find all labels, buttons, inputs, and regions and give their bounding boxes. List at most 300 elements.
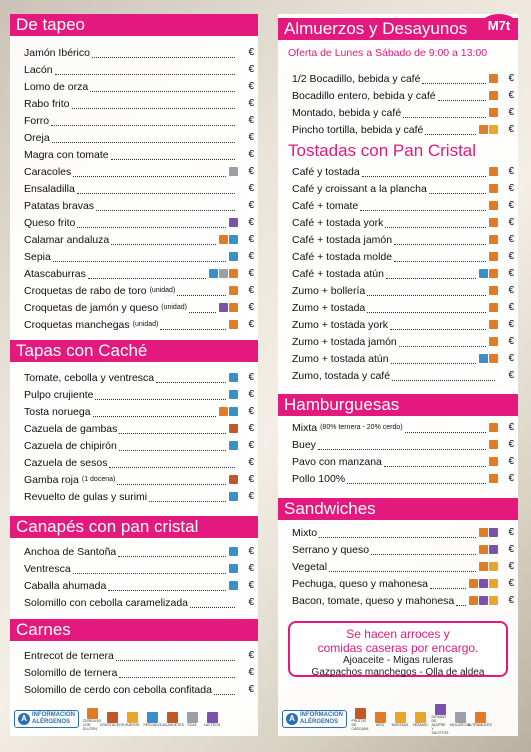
dot-leader [116,660,235,661]
menu-item-row [278,70,518,87]
gluten-allergen-icon [479,125,488,134]
allergen-icons [479,354,498,363]
gluten-allergen-icon [489,235,498,244]
price-currency: € [508,422,514,433]
menu-item-name: Café y tostada [292,165,360,178]
menu-item-note: (unidad) [161,304,187,311]
milk-allergen-icon [229,218,238,227]
dot-leader [371,554,476,555]
menu-item-row [10,454,258,471]
price-currency: € [248,440,254,451]
price-currency: € [248,563,254,574]
price-currency: € [508,200,514,211]
allergen-legend-label: CACAHUETES [160,722,184,727]
menu-item-row [10,420,258,437]
price-currency: € [248,115,254,126]
menu-item-name: Montado, bebida y café [292,106,402,119]
menu-item-row [10,664,258,681]
menu-item-row [10,437,258,454]
promo-line-1: Se hacen arroces y [346,627,450,641]
allergen-icons [209,269,238,278]
menu-item-name: Solomillo con cebolla caramelizada [24,596,189,609]
promo-line-4: Gazpachos manchegos - Olla de aldea [311,667,485,678]
gluten-allergen-icon [489,252,498,261]
allergen-legend-item [185,712,199,727]
fish-allergen-icon [229,373,238,382]
dot-leader [394,244,486,245]
price-currency: € [508,234,514,245]
milk-allergen-icon [219,303,228,312]
dot-leader [90,91,235,92]
egg-allergen-icon [489,596,498,605]
menu-item-row [10,163,258,180]
dot-leader [160,329,226,330]
gluten-allergen-icon [489,303,498,312]
allergen-legend-label: DIÓXIDO DE AZUFRE Y SULFITOS [431,714,449,735]
menu-item-name: Cazuela de chipirón [24,439,117,452]
menu-item-row [278,524,518,541]
menu-item-name: Oreja [24,131,50,144]
menu-item-row [278,419,518,436]
price-currency: € [248,285,254,296]
menu-item-name: Solomillo de ternera [24,666,118,679]
dot-leader [360,210,486,211]
allergen-icons [229,320,238,329]
gluten-allergen-icon [489,91,498,100]
milk-allergen-icon [479,596,488,605]
price-currency: € [508,124,514,135]
fish-allergen-icon [209,269,218,278]
price-currency: € [508,527,514,538]
menu-item-row [278,436,518,453]
menu-item-name: Café y croissant a la plancha [292,182,427,195]
allergen-info-label [300,712,343,726]
dot-leader [108,590,226,591]
price-currency: € [508,473,514,484]
allergen-info-badge [14,710,79,728]
menu-item-row [10,560,258,577]
menu-item-name: Pollo 100% [292,472,346,485]
menu-item-row [10,471,258,488]
menu-item-name: Lomo de orza [24,80,89,93]
list-tapas [10,369,258,505]
allergen-legend-item [160,712,184,727]
allergen-legend-item [82,708,102,731]
gluten-allergen-icon [489,184,498,193]
promo-line-3: Ajoaceite - Migas ruleras [342,655,454,666]
menu-item-name: Zumo + tostada jamón [292,335,397,348]
section-title-almuerzos: Almuerzos y Desayunos [278,18,518,40]
dot-leader [95,399,226,400]
fish-allergen-icon [229,407,238,416]
price-currency: € [248,268,254,279]
price-currency: € [248,457,254,468]
gluten-allergen-icon [219,235,228,244]
price-currency: € [508,336,514,347]
menu-item-row [10,129,258,146]
allergen-legend-right [282,706,514,735]
menu-item-row [10,197,258,214]
allergen-legend-item [99,712,125,727]
gluten-allergen-icon [489,474,498,483]
menu-item-row [10,112,258,129]
price-currency: € [248,372,254,383]
allergen-icons [229,492,238,501]
menu-item-name: Ventresca [24,562,71,575]
price-currency: € [248,81,254,92]
section-title-tostadas: Tostadas con Pan Cristal [288,141,477,160]
gluten-allergen-icon [479,528,488,537]
menu-item-name: Anchoa de Santoña [24,545,117,558]
gluten-allergen-icon [87,708,98,719]
menu-item-name: Bacon, tomate, queso y mahonesa [292,594,455,607]
mollusc-allergen-icon [219,269,228,278]
dot-leader [119,677,235,678]
allergen-icons [229,441,238,450]
dot-leader [329,571,476,572]
allergen-info-label [32,712,75,726]
allergen-icons [489,337,498,346]
allergen-icons [489,303,498,312]
menu-item-name: Cazuela de gambas [24,422,118,435]
price-currency: € [508,302,514,313]
dot-leader [119,450,226,451]
allergen-info-icon: A [18,713,30,725]
dot-leader [429,193,486,194]
gluten-allergen-icon [229,320,238,329]
allergen-icons [479,528,498,537]
allergen-icons [479,269,498,278]
price-currency: € [508,73,514,84]
price-currency: € [248,132,254,143]
menu-item-name: Atascaburras [24,267,86,280]
allergen-legend-item [393,712,407,727]
price-currency: € [508,217,514,228]
dot-leader [384,466,486,467]
menu-item-row [278,163,518,180]
gluten-allergen-icon [489,167,498,176]
allergen-legend-item [205,712,219,727]
menu-item-name: Buey [292,438,316,451]
menu-item-name: Magra con tomate [24,148,109,161]
allergen-icons [489,423,498,432]
price-currency: € [508,544,514,555]
allergen-icons [489,457,498,466]
menu-item-row [278,265,518,282]
allergen-icons [489,218,498,227]
dot-leader [118,556,226,557]
price-currency: € [248,406,254,417]
fish-allergen-icon [479,269,488,278]
price-currency: € [248,597,254,608]
milk-allergen-icon [489,545,498,554]
list-tapeo [10,44,258,333]
section-title-hamburguesas: Hamburguesas [278,394,518,416]
allergen-icons [219,407,238,416]
gluten-allergen-icon [229,303,238,312]
menu-item-name: Tomate, cebolla y ventresca [24,371,155,384]
menu-item-name: Cazuela de sesos [24,456,108,469]
menu-item-row [278,87,518,104]
allergen-legend-item [373,712,387,727]
allergen-legend-label: SÉSAMO [412,722,428,727]
gluten-allergen-icon [489,354,498,363]
menu-item-name: Café + tostada jamón [292,233,393,246]
list-canapes [10,543,258,611]
allergen-icons [489,201,498,210]
dot-leader [73,176,226,177]
price-currency: € [508,456,514,467]
price-currency: € [508,285,514,296]
allergen-legend-label: HUEVOS [124,722,140,727]
allergen-icons [489,235,498,244]
menu-item-row [10,316,258,333]
list-tostadas [278,163,518,384]
dot-leader [214,694,235,695]
menu-item-row [278,104,518,121]
allergen-icons [489,252,498,261]
egg-allergen-icon [489,125,498,134]
allergen-icons [229,167,238,176]
gluten-allergen-icon [489,337,498,346]
price-currency: € [248,319,254,330]
price-currency: € [248,64,254,75]
crust-allergen-icon [229,475,238,484]
crust-allergen-icon [167,712,178,723]
allergen-legend-label: SOJA [187,722,197,727]
price-currency: € [508,439,514,450]
fish-allergen-icon [229,441,238,450]
menu-item-name: Café + tostada york [292,216,384,229]
allergen-legend-label: PESCADO [143,722,161,727]
allergen-icons [489,108,498,117]
egg-allergen-icon [415,712,426,723]
dot-leader [392,380,495,381]
section-title-tapeo: De tapeo [10,14,258,36]
left-column [10,14,258,736]
allergen-icons [489,474,498,483]
list-almuerzos [278,70,518,138]
menu-item-row [278,592,518,609]
price-currency: € [248,474,254,485]
price-currency: € [248,650,254,661]
menu-item-row [278,470,518,487]
price-currency: € [508,353,514,364]
allergen-icons [479,545,498,554]
menu-item-name: Zumo + tostada [292,301,366,314]
dot-leader [403,117,486,118]
menu-item-row [10,214,258,231]
price-currency: € [248,580,254,591]
dot-leader [149,501,226,502]
dot-leader [109,467,235,468]
allergen-icons [229,252,238,261]
price-currency: € [248,166,254,177]
price-currency: € [248,234,254,245]
allergen-icons [229,475,238,484]
allergen-icons [229,390,238,399]
menu-item-name: Vegetal [292,560,328,573]
dot-leader [405,432,486,433]
menu-item-name: Zumo, tostada y café [292,369,391,382]
allergen-icons [489,74,498,83]
menu-item-row [10,231,258,248]
allergen-legend-item [125,712,139,727]
gluten-allergen-icon [229,269,238,278]
fish-allergen-icon [229,252,238,261]
gluten-allergen-icon [489,201,498,210]
dot-leader [189,312,216,313]
allergen-icons [489,184,498,193]
dot-leader [422,83,486,84]
list-carnes [10,647,258,698]
dot-leader [390,329,486,330]
price-currency: € [508,90,514,101]
fish-allergen-icon [229,492,238,501]
gluten-allergen-icon [489,320,498,329]
egg-allergen-icon [489,579,498,588]
menu-item-name: Zumo + tostada york [292,318,389,331]
gluten-allergen-icon [229,286,238,295]
gluten-allergen-icon [489,269,498,278]
promo-box [288,621,508,677]
menu-item-row [10,386,258,403]
menu-item-row [10,594,258,611]
menu-item-row [278,197,518,214]
menu-item-name: Queso frito [24,216,76,229]
menu-item-name: Pincho tortilla, bebida y café [292,123,424,136]
dot-leader [319,537,476,538]
menu-item-row [10,369,258,386]
allergen-legend-label: FRUTOS DE CÁSCARA [351,718,369,731]
dot-leader [77,193,235,194]
egg-allergen-icon [395,712,406,723]
menu-item-name: Tosta noruega [24,405,91,418]
gluten-allergen-icon [475,712,486,723]
allergen-legend-label: ALTRAMUCES [468,722,492,727]
dot-leader [117,484,226,485]
fish-allergen-icon [229,235,238,244]
dot-leader [92,57,235,58]
menu-item-row [278,350,518,367]
dot-leader [399,346,486,347]
allergen-legend-label: APIO [375,722,385,727]
allergen-icons [479,562,498,571]
allergen-legend-item [433,704,447,735]
promo-line-2: comidas caseras por encargo. [317,641,479,655]
menu-item-name: Revuelto de gulas y surimi [24,490,148,503]
right-column [278,14,518,736]
dot-leader [385,227,486,228]
dot-leader [111,244,216,245]
price-currency: € [508,370,514,381]
allergen-info-line: INFORMACIÓN [300,712,343,718]
dot-leader [93,416,216,417]
price-currency: € [508,561,514,572]
dot-leader [73,573,226,574]
price-currency: € [248,149,254,160]
allergen-legend-label: CEREALES CON GLUTEN [82,718,102,731]
menu-item-name: Zumo + tostada atún [292,352,389,365]
offer-text: Oferta de Lunes a Sábado de 9:00 a 13:00 [288,47,488,59]
menu-item-name: Solomillo de cerdo con cebolla confitada [24,683,212,696]
allergen-icons [479,125,498,134]
crust-allergen-icon [107,712,118,723]
mollusc-allergen-icon [455,712,466,723]
allergen-icons [229,424,238,433]
price-currency: € [248,47,254,58]
allergen-info-line: ALÉRGENOS [300,719,339,725]
menu-item-row [10,403,258,420]
menu-item-row [10,95,258,112]
allergen-icons [489,167,498,176]
menu-item-row [278,214,518,231]
section-title-carnes: Carnes [10,619,258,641]
menu-item-row [278,231,518,248]
price-currency: € [248,200,254,211]
section-title-sandwiches: Sandwiches [278,498,518,520]
allergen-icons [219,235,238,244]
milk-allergen-icon [489,528,498,537]
gluten-allergen-icon [489,74,498,83]
allergen-icons [219,303,238,312]
menu-item-row [278,453,518,470]
fish-allergen-icon [229,581,238,590]
price-currency: € [248,546,254,557]
allergen-legend-label: MOSTAZA [391,722,409,727]
menu-item-note: (unidad) [149,287,176,294]
menu-item-name: Pavo con manzana [292,455,382,468]
price-currency: € [248,217,254,228]
crust-allergen-icon [229,424,238,433]
dot-leader [72,108,235,109]
list-hamburguesas [278,419,518,487]
menu-item-name: Mixto [292,526,318,539]
menu-item-row [278,248,518,265]
allergen-legend-item [353,708,367,731]
fish-allergen-icon [229,390,238,399]
menu-item-row [278,299,518,316]
menu-item-name: Calamar andaluza [24,233,110,246]
dot-leader [386,278,476,279]
dot-leader [367,295,486,296]
allergen-icons [469,596,498,605]
price-currency: € [248,667,254,678]
menu-item-row [10,44,258,61]
allergen-icons [229,581,238,590]
price-currency: € [508,595,514,606]
allergen-legend-left [14,706,254,732]
allergen-icons [469,579,498,588]
allergen-info-icon: A [286,713,298,725]
menu-item-name: Gamba roja [24,473,79,486]
allergen-icons [489,440,498,449]
gluten-allergen-icon [479,562,488,571]
allergen-icons [229,547,238,556]
allergen-icons [489,286,498,295]
dot-leader [55,74,235,75]
dot-leader [394,261,486,262]
menu-item-row [278,558,518,575]
menu-item-row [278,575,518,592]
section-title-canapes: Canapés con pan cristal [10,516,258,538]
fish-allergen-icon [229,564,238,573]
egg-allergen-icon [127,712,138,723]
gluten-allergen-icon [489,440,498,449]
gluten-allergen-icon [489,108,498,117]
milk-allergen-icon [479,579,488,588]
price-currency: € [508,107,514,118]
